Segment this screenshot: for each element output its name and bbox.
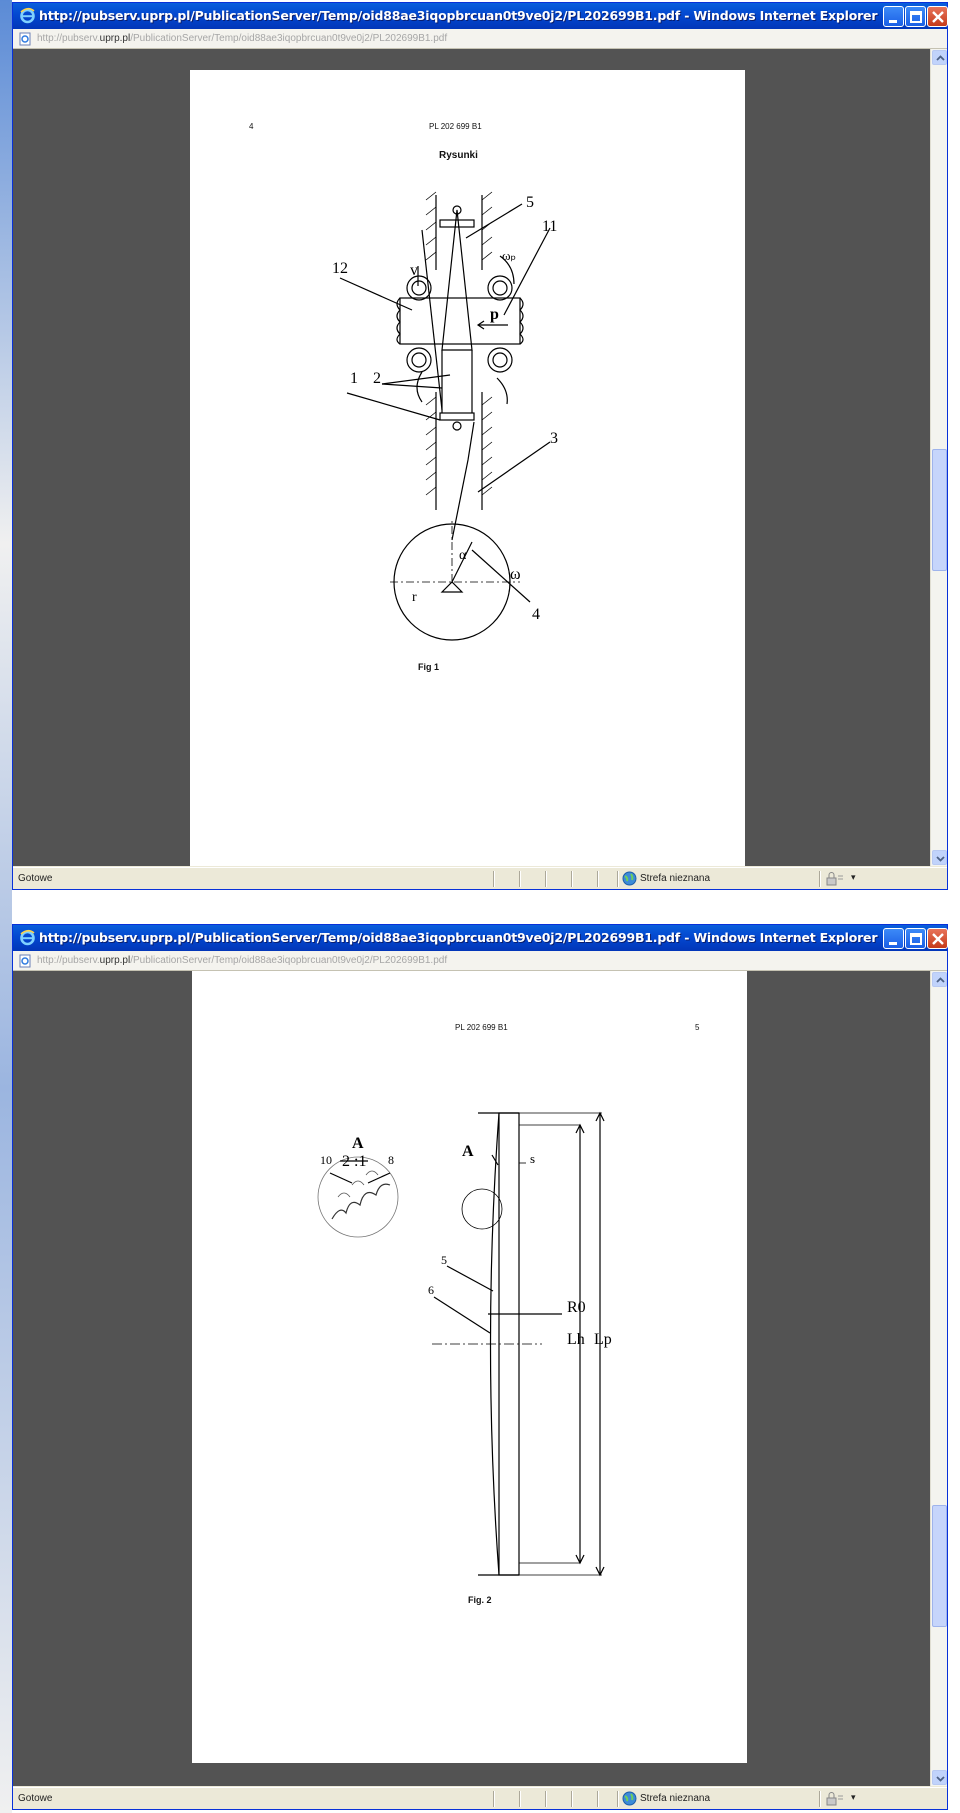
title-bar[interactable] bbox=[13, 3, 947, 29]
patent-number: PL 202 699 B1 bbox=[429, 122, 482, 131]
vertical-scrollbar[interactable] bbox=[930, 971, 947, 1786]
vertical-scrollbar[interactable] bbox=[930, 49, 947, 866]
label-v: v bbox=[410, 262, 418, 279]
detail-label-a: A bbox=[352, 1135, 364, 1152]
chevron-down-icon[interactable]: ▾ bbox=[851, 1792, 856, 1802]
minimize-icon bbox=[884, 7, 905, 28]
label-3: 3 bbox=[550, 430, 558, 447]
globe-icon bbox=[622, 1791, 637, 1806]
pdf-viewer[interactable] bbox=[13, 971, 932, 1786]
status-divider bbox=[519, 1791, 521, 1807]
status-divider bbox=[571, 871, 573, 887]
chevron-up-icon bbox=[933, 51, 948, 66]
status-text: Gotowe bbox=[18, 1793, 53, 1804]
security-zone: Strefa nieznana bbox=[640, 1793, 711, 1804]
minimize-button[interactable] bbox=[883, 928, 904, 949]
label-4: 4 bbox=[532, 606, 540, 623]
scroll-down-button[interactable] bbox=[932, 850, 947, 865]
label-s: s bbox=[530, 1151, 536, 1166]
pdf-page bbox=[190, 70, 745, 866]
label-r: r bbox=[412, 590, 417, 605]
close-icon bbox=[928, 7, 949, 28]
label-p: p bbox=[490, 306, 499, 323]
page-number: 5 bbox=[695, 1023, 700, 1032]
label-5: 5 bbox=[441, 1253, 447, 1267]
title-bar[interactable] bbox=[13, 925, 947, 951]
address-bar[interactable] bbox=[13, 29, 947, 49]
address-bar[interactable] bbox=[13, 951, 947, 971]
status-divider bbox=[617, 1791, 619, 1807]
minimize-icon bbox=[884, 929, 905, 950]
page-heading: Rysunki bbox=[439, 150, 478, 161]
label-8: 8 bbox=[388, 1153, 394, 1167]
browser-window-1 bbox=[12, 2, 948, 890]
page-icon bbox=[18, 954, 32, 968]
scroll-down-button[interactable] bbox=[932, 1770, 947, 1785]
globe-icon bbox=[622, 871, 637, 886]
ie-icon bbox=[19, 929, 36, 946]
label-2: 2 bbox=[373, 370, 381, 387]
scroll-up-button[interactable] bbox=[932, 972, 947, 987]
chevron-down-icon[interactable]: ▾ bbox=[851, 872, 856, 882]
maximize-icon bbox=[906, 7, 927, 28]
pdf-page bbox=[192, 971, 747, 1763]
ie-icon bbox=[19, 7, 36, 24]
maximize-button[interactable] bbox=[905, 6, 926, 27]
status-bar bbox=[13, 867, 947, 889]
status-divider bbox=[545, 871, 547, 887]
minimize-button[interactable] bbox=[883, 6, 904, 27]
status-divider bbox=[519, 871, 521, 887]
browser-window-2 bbox=[12, 924, 948, 1810]
scroll-up-button[interactable] bbox=[932, 50, 947, 65]
label-11: 11 bbox=[542, 218, 558, 235]
status-bar bbox=[13, 1787, 947, 1809]
label-r0: R0 bbox=[567, 1299, 586, 1316]
status-divider bbox=[545, 1791, 547, 1807]
label-a: A bbox=[462, 1143, 474, 1160]
maximize-button[interactable] bbox=[905, 928, 926, 949]
patent-number: PL 202 699 B1 bbox=[455, 1023, 508, 1032]
label-10: 10 bbox=[320, 1153, 332, 1167]
security-zone: Strefa nieznana bbox=[640, 873, 711, 884]
figure-caption: Fig 1 bbox=[418, 662, 440, 672]
chevron-down-icon bbox=[933, 851, 948, 866]
status-divider bbox=[493, 1791, 495, 1807]
pdf-viewer[interactable] bbox=[13, 49, 932, 866]
security-icon[interactable] bbox=[825, 1792, 845, 1806]
detail-scale: 2 :1 bbox=[342, 1153, 367, 1170]
address-text[interactable]: http://pubserv.uprp.pl/PublicationServer/Temp/oid88ae3iqopbrcuan0t9ve0j2/PL202699B1.pdf bbox=[37, 33, 448, 44]
scroll-thumb[interactable] bbox=[932, 449, 947, 571]
label-lp: Lp bbox=[594, 1331, 612, 1348]
label-omega: ω bbox=[510, 566, 521, 583]
scroll-thumb[interactable] bbox=[932, 1505, 947, 1627]
label-5: 5 bbox=[526, 194, 534, 211]
label-lh: Lh bbox=[567, 1331, 585, 1348]
figure-caption: Fig. 2 bbox=[468, 1595, 492, 1605]
chevron-down-icon bbox=[933, 1771, 948, 1786]
window-title: http://pubserv.uprp.pl/PublicationServer/Temp/oid88ae3iqopbrcuan0t9ve0j2/PL202699B1.pdf - Windows Internet Explorer bbox=[39, 930, 878, 945]
status-divider bbox=[617, 871, 619, 887]
status-divider bbox=[597, 1791, 599, 1807]
desktop-strip bbox=[0, 0, 12, 1813]
label-6: 6 bbox=[428, 1283, 434, 1297]
security-icon[interactable] bbox=[825, 872, 845, 886]
chevron-up-icon bbox=[933, 973, 948, 988]
page-icon bbox=[18, 32, 32, 46]
maximize-icon bbox=[906, 929, 927, 950]
figure-2-drawing bbox=[192, 1101, 747, 1741]
close-button[interactable] bbox=[927, 6, 948, 27]
label-omega-p: ωₚ bbox=[502, 248, 517, 263]
figure-1-drawing bbox=[190, 170, 745, 810]
status-divider bbox=[597, 871, 599, 887]
status-divider bbox=[493, 871, 495, 887]
label-alpha: α bbox=[459, 548, 467, 563]
close-button[interactable] bbox=[927, 928, 948, 949]
status-divider bbox=[819, 1791, 821, 1807]
label-1: 1 bbox=[350, 370, 358, 387]
page-number: 4 bbox=[249, 122, 254, 131]
window-title: http://pubserv.uprp.pl/PublicationServer/Temp/oid88ae3iqopbrcuan0t9ve0j2/PL202699B1.pdf - Windows Internet Explorer bbox=[39, 8, 878, 23]
status-text: Gotowe bbox=[18, 873, 53, 884]
close-icon bbox=[928, 929, 949, 950]
status-divider bbox=[571, 1791, 573, 1807]
address-text[interactable]: http://pubserv.uprp.pl/PublicationServer/Temp/oid88ae3iqopbrcuan0t9ve0j2/PL202699B1.pdf bbox=[37, 955, 448, 966]
status-divider bbox=[819, 871, 821, 887]
label-12: 12 bbox=[332, 260, 348, 277]
